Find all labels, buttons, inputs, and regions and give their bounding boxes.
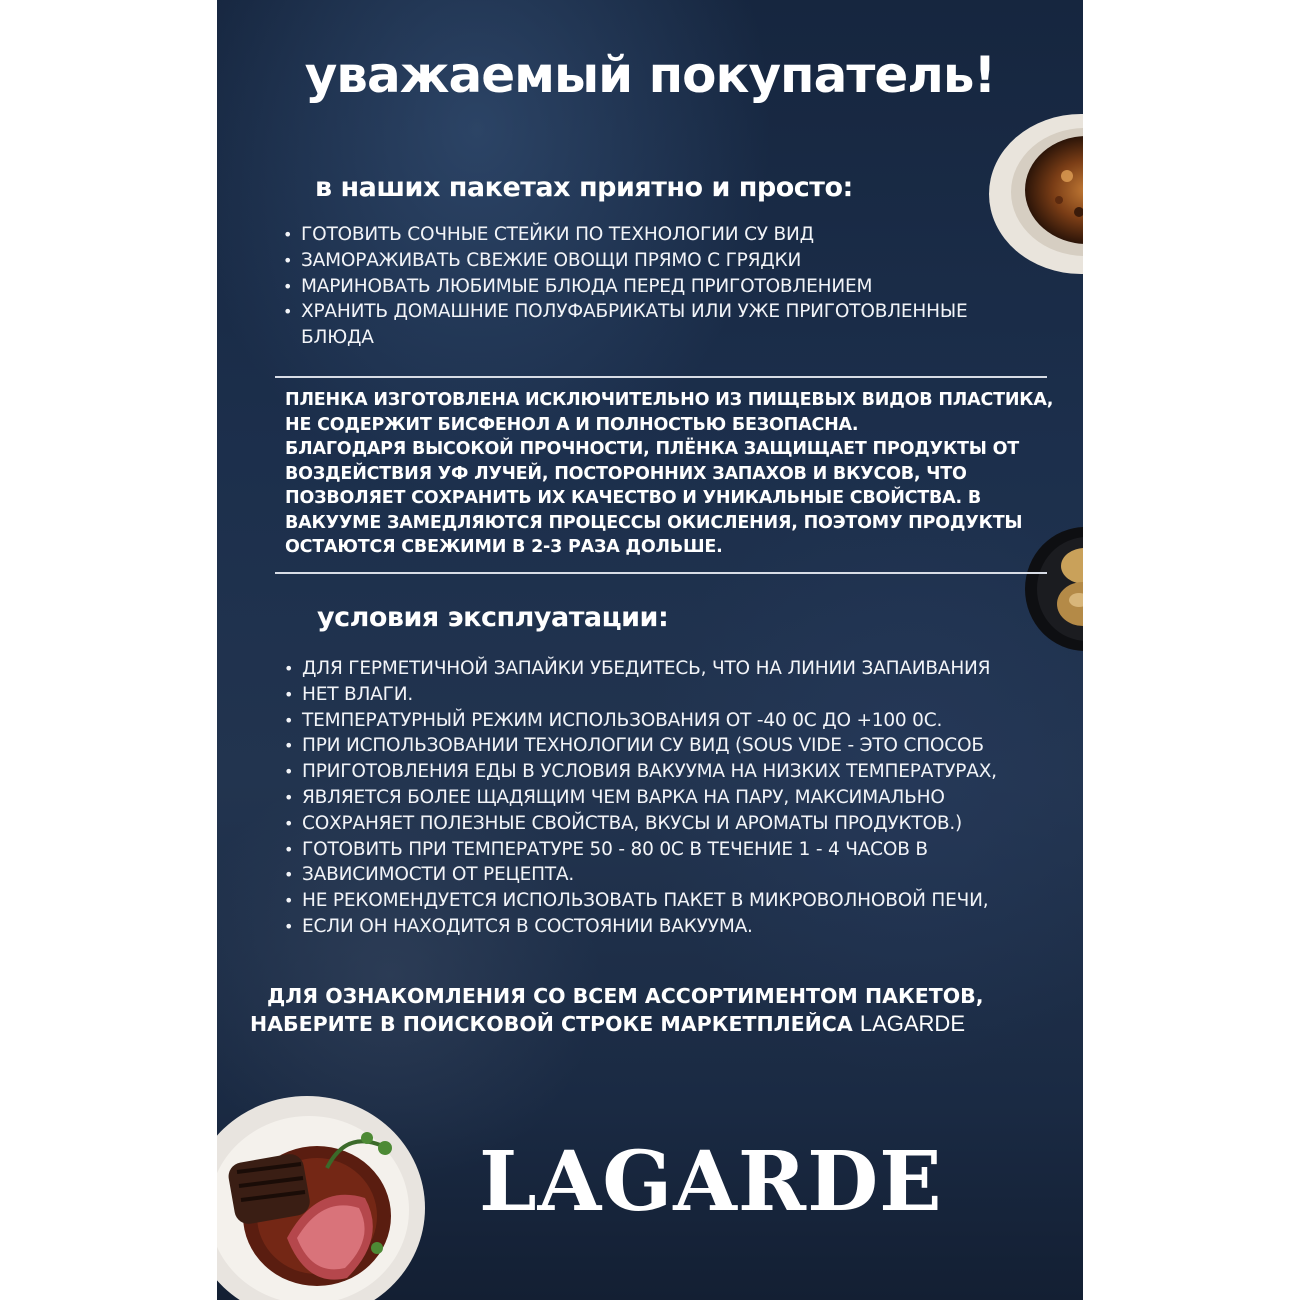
list-item: • ГОТОВИТЬ СОЧНЫЕ СТЕЙКИ ПО ТЕХНОЛОГИИ СУ ВИД bbox=[283, 222, 1023, 248]
list-item: • ЯВЛЯЕТСЯ БОЛЕЕ ЩАДЯЩИМ ЧЕМ ВАРКА НА ПАРУ, МАКСИМАЛЬНО bbox=[284, 785, 1064, 811]
film-info-line: ПЛЕНКА ИЗГОТОВЛЕНА ИСКЛЮЧИТЕЛЬНО ИЗ ПИЩЕВЫХ ВИДОВ ПЛАСТИКА, bbox=[285, 390, 1054, 410]
film-info-line: ПОЗВОЛЯЕТ СОХРАНИТЬ ИХ КАЧЕСТВО И УНИКАЛЬНЫЕ СВОЙСТВА. В bbox=[285, 488, 981, 508]
cta-line-1: ДЛЯ ОЗНАКОМЛЕНИЯ СО ВСЕМ АССОРТИМЕНТОМ ПАКЕТОВ, bbox=[267, 984, 984, 1008]
list-item: • ПРИГОТОВЛЕНИЯ ЕДЫ В УСЛОВИЯ ВАКУУМА НА НИЗКИХ ТЕМПЕРАТУРАХ, bbox=[284, 759, 1064, 785]
cta-brand-inline: LAGARDE bbox=[859, 1011, 965, 1036]
cta-line-2-text: НАБЕРИТЕ В ПОИСКОВОЙ СТРОКЕ МАРКЕТПЛЕЙСА bbox=[250, 1012, 853, 1036]
list-item: • НЕТ ВЛАГИ. bbox=[284, 682, 1064, 708]
film-info-paragraph bbox=[285, 388, 1065, 560]
film-info-line: ОСТАЮТСЯ СВЕЖИМИ В 2-3 РАЗА ДОЛЬШЕ. bbox=[285, 537, 723, 557]
brand-logo: LAGARDE bbox=[479, 1134, 943, 1230]
section1-list bbox=[283, 222, 1023, 351]
steak-plate-image bbox=[217, 1088, 427, 1300]
list-item: • МАРИНОВАТЬ ЛЮБИМЫЕ БЛЮДА ПЕРЕД ПРИГОТОВЛЕНИЕМ bbox=[283, 274, 1023, 300]
list-item: • ЗАМОРАЖИВАТЬ СВЕЖИЕ ОВОЩИ ПРЯМО С ГРЯДКИ bbox=[283, 248, 1023, 274]
film-info-line: НЕ СОДЕРЖИТ БИСФЕНОЛ А И ПОЛНОСТЬЮ БЕЗОПАСНА. bbox=[285, 414, 859, 435]
list-item: • СОХРАНЯЕТ ПОЛЕЗНЫЕ СВОЙСТВА, ВКУСЫ И АРОМАТЫ ПРОДУКТОВ.) bbox=[284, 811, 1064, 837]
instruction-card bbox=[217, 0, 1083, 1300]
list-item: • НЕ РЕКОМЕНДУЕТСЯ ИСПОЛЬЗОВАТЬ ПАКЕТ В МИКРОВОЛНОВОЙ ПЕЧИ, bbox=[284, 888, 1064, 914]
divider bbox=[275, 376, 1047, 378]
section2-list bbox=[284, 656, 1064, 940]
section1-heading: в наших пакетах приятно и просто: bbox=[315, 172, 853, 203]
list-item: • ЕСЛИ ОН НАХОДИТСЯ В СОСТОЯНИИ ВАКУУМА. bbox=[284, 914, 1064, 940]
list-item: • ТЕМПЕРАТУРНЫЙ РЕЖИМ ИСПОЛЬЗОВАНИЯ ОТ -40 0С ДО +100 0С. bbox=[284, 708, 1064, 734]
page-title: уважаемый покупатель! bbox=[304, 46, 996, 104]
divider bbox=[275, 572, 1047, 574]
film-info-line: ВАКУУМЕ ЗАМЕДЛЯЮТСЯ ПРОЦЕССЫ ОКИСЛЕНИЯ, ПОЭТОМУ ПРОДУКТЫ bbox=[285, 512, 1023, 533]
list-item: • ДЛЯ ГЕРМЕТИЧНОЙ ЗАПАЙКИ УБЕДИТЕСЬ, ЧТО НА ЛИНИИ ЗАПАИВАНИЯ bbox=[284, 656, 1064, 682]
film-info-line: БЛАГОДАРЯ ВЫСОКОЙ ПРОЧНОСТИ, ПЛЁНКА ЗАЩИЩАЕТ ПРОДУКТЫ ОТ bbox=[285, 439, 1020, 459]
section2-heading: условия эксплуатации: bbox=[317, 602, 669, 633]
cta-line-2 bbox=[250, 1010, 1070, 1038]
list-item: • ГОТОВИТЬ ПРИ ТЕМПЕРАТУРЕ 50 - 80 0С В ТЕЧЕНИЕ 1 - 4 ЧАСОВ В bbox=[284, 837, 1064, 863]
film-info-line: ВОЗДЕЙСТВИЯ УФ ЛУЧЕЙ, ПОСТОРОННИХ ЗАПАХОВ И ВКУСОВ, ЧТО bbox=[285, 463, 967, 484]
list-item: • ЗАВИСИМОСТИ ОТ РЕЦЕПТА. bbox=[284, 862, 1064, 888]
list-item: • ХРАНИТЬ ДОМАШНИЕ ПОЛУФАБРИКАТЫ ИЛИ УЖЕ ПРИГОТОВЛЕННЫЕ БЛЮДА bbox=[283, 299, 1023, 351]
list-item: • ПРИ ИСПОЛЬЗОВАНИИ ТЕХНОЛОГИИ СУ ВИД (SOUS VIDE - ЭТО СПОСОБ bbox=[284, 733, 1064, 759]
